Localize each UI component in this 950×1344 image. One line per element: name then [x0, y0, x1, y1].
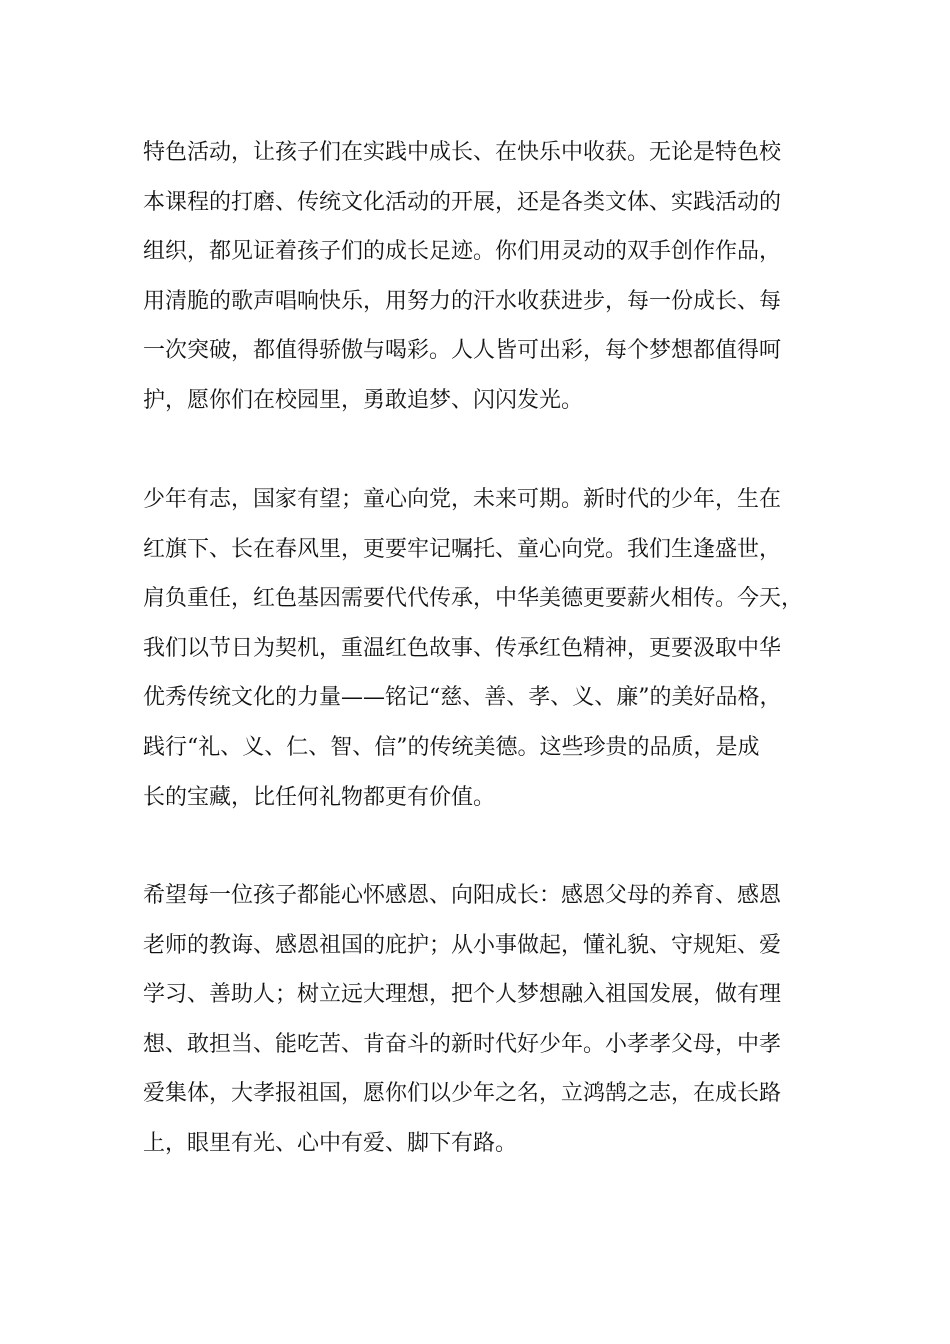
text-line: 本课程的打磨、传统文化活动的开展，还是各类文体、实践活动的	[143, 189, 782, 215]
paragraph-1	[143, 128, 823, 426]
text-line: 用清脆的歌声唱响快乐，用努力的汗水收获进步，每一份成长、每	[143, 288, 782, 314]
text-line: 一次突破，都值得骄傲与喝彩。人人皆可出彩，每个梦想都值得呵	[143, 338, 782, 364]
text-line: 爱集体，大孝报祖国，愿你们以少年之名，立鸿鹄之志，在成长路	[143, 1081, 782, 1107]
text-line: 护，愿你们在校园里，勇敢追梦、闪闪发光。	[143, 387, 584, 413]
text-line: 践行“礼、义、仁、智、信”的传统美德。这些珍贵的品质，是成	[143, 734, 760, 760]
text-line: 组织，都见证着孩子们的成长足迹。你们用灵动的双手创作作品，	[143, 239, 782, 265]
paragraph-3	[143, 871, 823, 1169]
text-line: 希望每一位孩子都能心怀感恩、向阳成长：感恩父母的养育、感恩	[143, 883, 782, 908]
text-line: 少年有志，国家有望；童心向党，未来可期。新时代的少年，生在	[143, 487, 782, 512]
text-line: 想、敢担当、能吃苦、肯奋斗的新时代好少年。小孝孝父母，中孝	[143, 1031, 782, 1057]
text-line: 学习、善助人；树立远大理想，把个人梦想融入祖国发展，做有理	[143, 982, 782, 1008]
text-line: 长的宝藏，比任何礼物都更有价值。	[143, 784, 496, 810]
text-line: 上，眼里有光、心中有爱、脚下有路。	[143, 1130, 518, 1156]
paragraph-2	[143, 475, 823, 822]
text-line: 肩负重任，红色基因需要代代传承，中华美德更要薪火相传。今天，	[143, 586, 804, 612]
text-line: 特色活动，让孩子们在实践中成长、在快乐中收获。无论是特色校	[143, 140, 782, 165]
text-line: 我们以节日为契机，重温红色故事、传承红色精神，更要汲取中华	[143, 635, 782, 661]
text-line: 优秀传统文化的力量——铭记“慈、善、孝、义、廉”的美好品格，	[143, 685, 782, 711]
text-line: 红旗下、长在春风里，更要牢记嘱托、童心向党。我们生逢盛世，	[143, 536, 782, 562]
text-line: 老师的教诲、感恩祖国的庇护；从小事做起，懂礼貌、守规矩、爱	[143, 932, 782, 958]
